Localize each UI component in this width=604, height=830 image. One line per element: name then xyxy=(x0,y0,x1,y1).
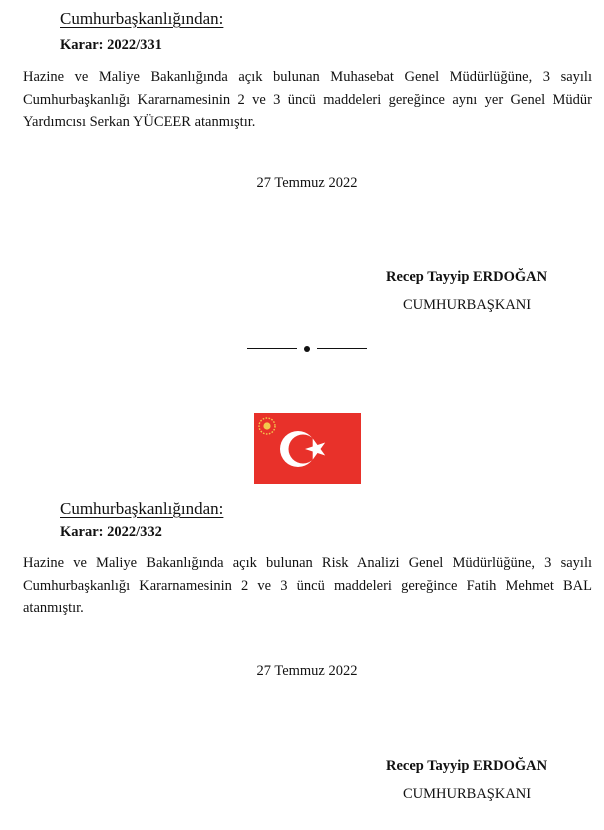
divider-line-right xyxy=(317,348,367,349)
decree-body: Hazine ve Maliye Bakanlığında açık bulunan Muhasebat Genel Müdürlüğüne, 3 sayılı Cumhurbaşkanlığı Kararnamesinin 2 ve 3 üncü maddeleri gereğince aynı yer Genel Müdür Yardımcısı Serkan YÜCEER atanmıştır. xyxy=(23,69,592,130)
signatory-title: CUMHURBAŞKANI xyxy=(403,297,532,313)
decision-number: Karar: 2022/332 xyxy=(60,524,162,540)
signatory-title: CUMHURBAŞKANI xyxy=(403,786,532,802)
decree-date: 27 Temmuz 2022 xyxy=(256,663,358,679)
decree-body: Hazine ve Maliye Bakanlığında açık bulunan Risk Analizi Genel Müdürlüğüne, 3 sayılı Cumhurbaşkanlığı Kararnamesinin 2 ve 3 üncü maddeleri gereğince Fatih Mehmet BAL atanmıştır. xyxy=(23,555,592,616)
signatory-name: Recep Tayyip ERDOĞAN xyxy=(386,758,548,774)
section-divider xyxy=(247,347,369,351)
signatory-name: Recep Tayyip ERDOĞAN xyxy=(386,269,548,285)
turkish-flag-icon xyxy=(254,413,361,484)
decision-number: Karar: 2022/331 xyxy=(60,37,162,53)
decree-heading: Cumhurbaşkanlığından: xyxy=(60,499,224,518)
decree-heading: Cumhurbaşkanlığından: xyxy=(60,9,224,28)
decree-date: 27 Temmuz 2022 xyxy=(256,175,358,191)
divider-line-left xyxy=(247,348,297,349)
divider-dot xyxy=(304,346,310,352)
